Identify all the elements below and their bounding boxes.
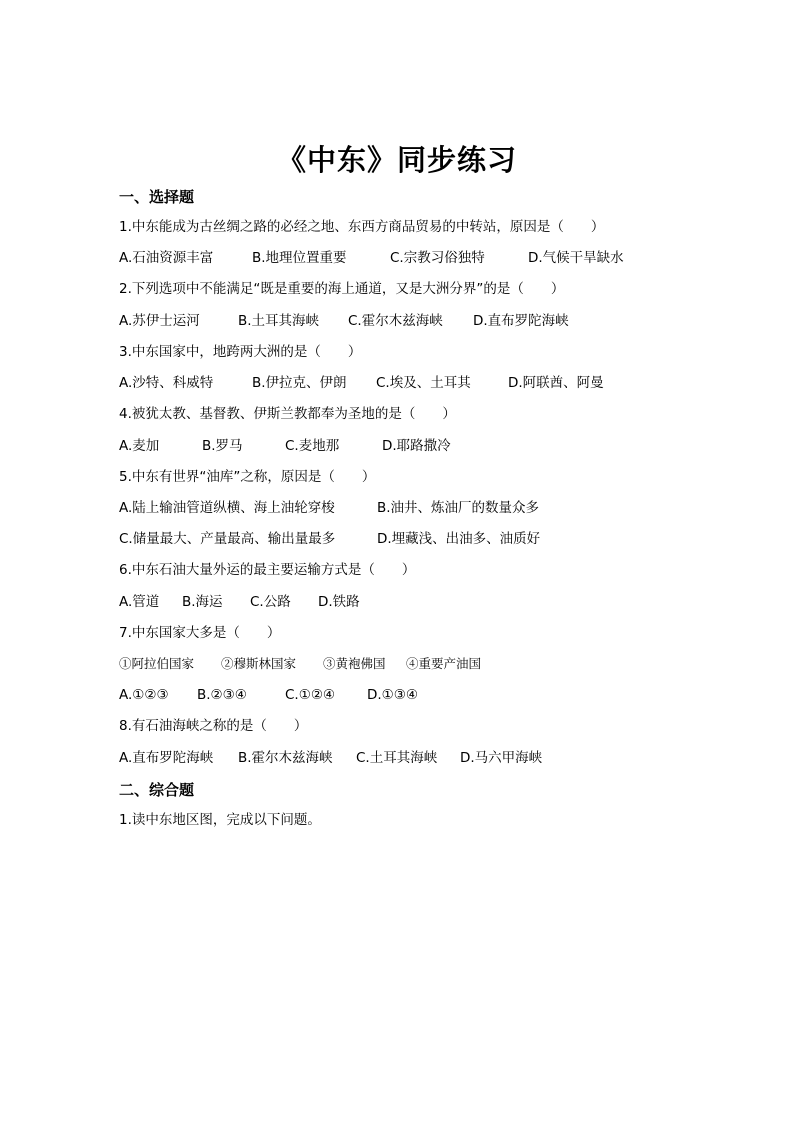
question-2-option-c: C.霍尔木兹海峡 [348, 313, 443, 329]
comprehensive-question-1-stem: 1.读中东地区图，完成以下问题。 [119, 812, 321, 828]
question-6-option-d: D.铁路 [318, 594, 360, 610]
question-2-option-a: A.苏伊士运河 [119, 313, 200, 329]
question-5-option-d: D.埋藏浅、出油多、油质好 [377, 531, 541, 547]
question-1-stem: 1.中东能成为古丝绸之路的必经之地、东西方商品贸易的中转站，原因是（ ） [119, 219, 605, 235]
question-6-option-b: B.海运 [182, 594, 223, 610]
question-7-stem: 7.中东国家大多是（ ） [119, 625, 281, 641]
question-6-stem: 6.中东石油大量外运的最主要运输方式是（ ） [119, 562, 416, 578]
question-4-stem: 4.被犹太教、基督教、伊斯兰教都奉为圣地的是（ ） [119, 406, 456, 422]
question-8-option-a: A.直布罗陀海峡 [119, 750, 214, 766]
question-4-option-c: C.麦地那 [285, 438, 340, 454]
question-7-option-b: B.②③④ [197, 687, 247, 703]
question-8-option-c: C.土耳其海峡 [356, 750, 438, 766]
question-2-option-b: B.土耳其海峡 [238, 313, 320, 329]
page-title: 《中东》同步练习 [276, 143, 517, 177]
question-6-option-c: C.公路 [250, 594, 291, 610]
question-5-stem: 5.中东有世界“油库”之称，原因是（ ） [119, 469, 376, 485]
question-3-option-b: B.伊拉克、伊朗 [252, 375, 347, 391]
question-4-option-d: D.耶路撒冷 [382, 438, 451, 454]
question-8-option-b: B.霍尔木兹海峡 [238, 750, 333, 766]
question-1-option-d: D.气候干旱缺水 [528, 250, 624, 266]
question-2-stem: 2.下列选项中不能满足“既是重要的海上通道，又是大洲分界”的是（ ） [119, 281, 565, 297]
question-7-item-2: ②穆斯林国家 [221, 656, 297, 671]
question-4-option-b: B.罗马 [202, 438, 243, 454]
question-7-option-c: C.①②④ [285, 687, 336, 703]
question-3-option-a: A.沙特、科威特 [119, 375, 214, 391]
question-7-item-3: ③黄袍佛国 [323, 656, 386, 671]
question-7-option-d: D.①③④ [367, 687, 418, 703]
question-7-option-a: A.①②③ [119, 687, 169, 703]
question-6-option-a: A.管道 [119, 594, 160, 610]
question-3-option-d: D.阿联酋、阿曼 [508, 375, 604, 391]
question-5-option-c: C.储量最大、产量最高、输出量最多 [119, 531, 336, 547]
question-3-stem: 3.中东国家中，地跨两大洲的是（ ） [119, 344, 362, 360]
question-8-stem: 8.有石油海峡之称的是（ ） [119, 718, 308, 734]
question-5-option-a: A.陆上输油管道纵横、海上油轮穿梭 [119, 500, 335, 516]
section-heading-choice: 一、选择题 [119, 188, 195, 206]
question-1-option-b: B.地理位置重要 [252, 250, 347, 266]
question-4-option-a: A.麦加 [119, 438, 160, 454]
question-7-item-1: ①阿拉伯国家 [119, 656, 195, 671]
question-1-option-c: C.宗教习俗独特 [390, 250, 485, 266]
question-3-option-c: C.埃及、土耳其 [376, 375, 471, 391]
question-8-option-d: D.马六甲海峡 [460, 750, 543, 766]
question-1-option-a: A.石油资源丰富 [119, 250, 214, 266]
question-2-option-d: D.直布罗陀海峡 [473, 313, 569, 329]
question-7-item-4: ④重要产油国 [406, 656, 482, 671]
section-heading-comprehensive: 二、综合题 [119, 781, 195, 799]
question-5-option-b: B.油井、炼油厂的数量众多 [377, 500, 540, 516]
